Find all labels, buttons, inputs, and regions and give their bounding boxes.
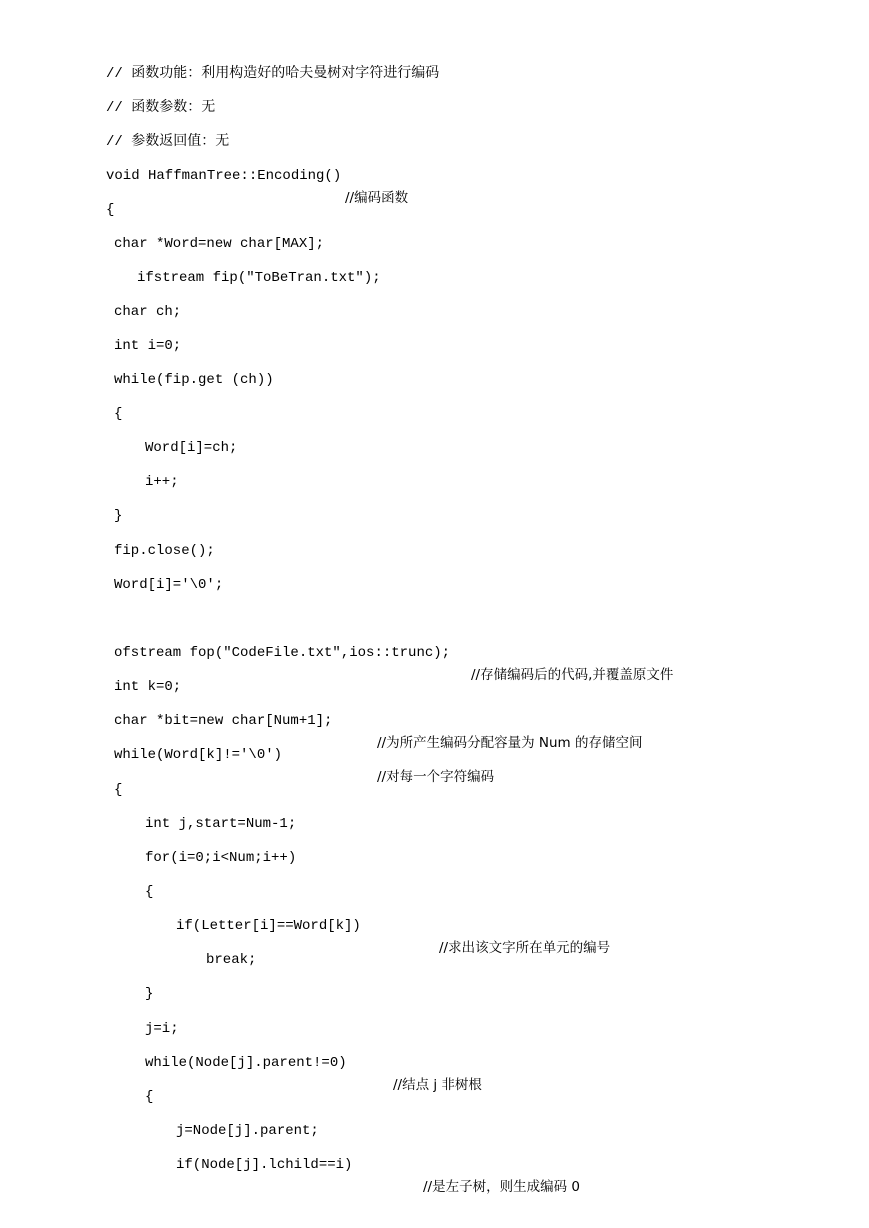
code-line [0, 415, 238, 456]
code-text: while(Node[j].parent!=0) [145, 1055, 347, 1071]
code-comment: //是左子树，则生成编码 0 [423, 1179, 580, 1195]
code-line [0, 449, 179, 490]
code-line [0, 620, 674, 683]
code-line [0, 927, 257, 968]
code-line [0, 109, 230, 150]
code-comment: //结点 j 非树根 [393, 1077, 482, 1093]
code-line [0, 41, 440, 82]
code-text: while(Word[k]!='\0') [114, 747, 283, 763]
code-line [0, 893, 611, 956]
code-line [0, 1030, 482, 1093]
code-line [0, 518, 215, 559]
code-text: { [114, 406, 123, 422]
code-text: char ch; [114, 304, 182, 320]
code-comment: //对每一个字符编码 [377, 769, 495, 785]
code-line [0, 688, 643, 751]
code-line [0, 279, 182, 320]
code-line [0, 75, 216, 116]
code-text: } [145, 986, 154, 1002]
code-text: ofstream fop("CodeFile.txt",ios::trunc); [114, 645, 451, 661]
code-text: i++; [145, 474, 179, 490]
code-text: while(fip.get (ch)) [114, 372, 274, 388]
code-text: void HaffmanTree::Encoding() [106, 168, 342, 184]
code-text: j=i; [145, 1021, 179, 1037]
code-line [0, 1098, 319, 1139]
code-text: ifstream fip("ToBeTran.txt"); [137, 270, 381, 286]
code-text: { [145, 884, 154, 900]
code-text: Word[i]='\0'; [114, 577, 224, 593]
code-text: break; [206, 952, 257, 968]
code-text: // 函数功能：利用构造好的哈夫曼树对字符进行编码 [106, 66, 440, 82]
code-text: for(i=0;i<Num;i++) [145, 850, 297, 866]
code-text: char *bit=new char[Num+1]; [114, 713, 333, 729]
code-line [0, 143, 409, 206]
code-text: int k=0; [114, 679, 182, 695]
code-line [0, 313, 182, 354]
code-line [0, 757, 123, 798]
code-line [0, 722, 495, 785]
code-text: int i=0; [114, 338, 182, 354]
code-line [0, 211, 325, 252]
code-text: { [114, 782, 123, 798]
code-line [0, 825, 297, 866]
code-line [0, 177, 115, 218]
code-text: if(Letter[i]==Word[k]) [176, 918, 361, 934]
code-comment: //存储编码后的代码,并覆盖原文件 [471, 667, 674, 683]
code-text: fip.close(); [114, 543, 215, 559]
code-text: if(Node[j].lchild==i) [176, 1157, 353, 1173]
code-comment: //求出该文字所在单元的编号 [439, 940, 611, 956]
code-text: // 函数参数：无 [106, 100, 216, 116]
code-line [0, 961, 154, 1002]
code-comment: //为所产生编码分配容量为 Num 的存储空间 [377, 735, 643, 751]
code-line [0, 859, 154, 900]
code-line [0, 381, 123, 422]
code-line [0, 996, 179, 1037]
code-comment: //编码函数 [345, 190, 409, 206]
code-text: } [114, 508, 123, 524]
code-line [0, 245, 381, 286]
code-line [0, 347, 274, 388]
code-line [0, 791, 297, 832]
code-text: // 参数返回值：无 [106, 134, 230, 150]
code-text: char *Word=new char[MAX]; [114, 236, 325, 252]
code-line [0, 483, 123, 524]
code-text: { [145, 1089, 154, 1105]
code-line [0, 654, 182, 695]
code-text: { [106, 202, 115, 218]
code-line [0, 1132, 580, 1195]
code-line [0, 1064, 154, 1105]
code-text: int j,start=Num-1; [145, 816, 297, 832]
code-line [0, 552, 224, 593]
code-text: Word[i]=ch; [145, 440, 238, 456]
code-text: j=Node[j].parent; [176, 1123, 319, 1139]
